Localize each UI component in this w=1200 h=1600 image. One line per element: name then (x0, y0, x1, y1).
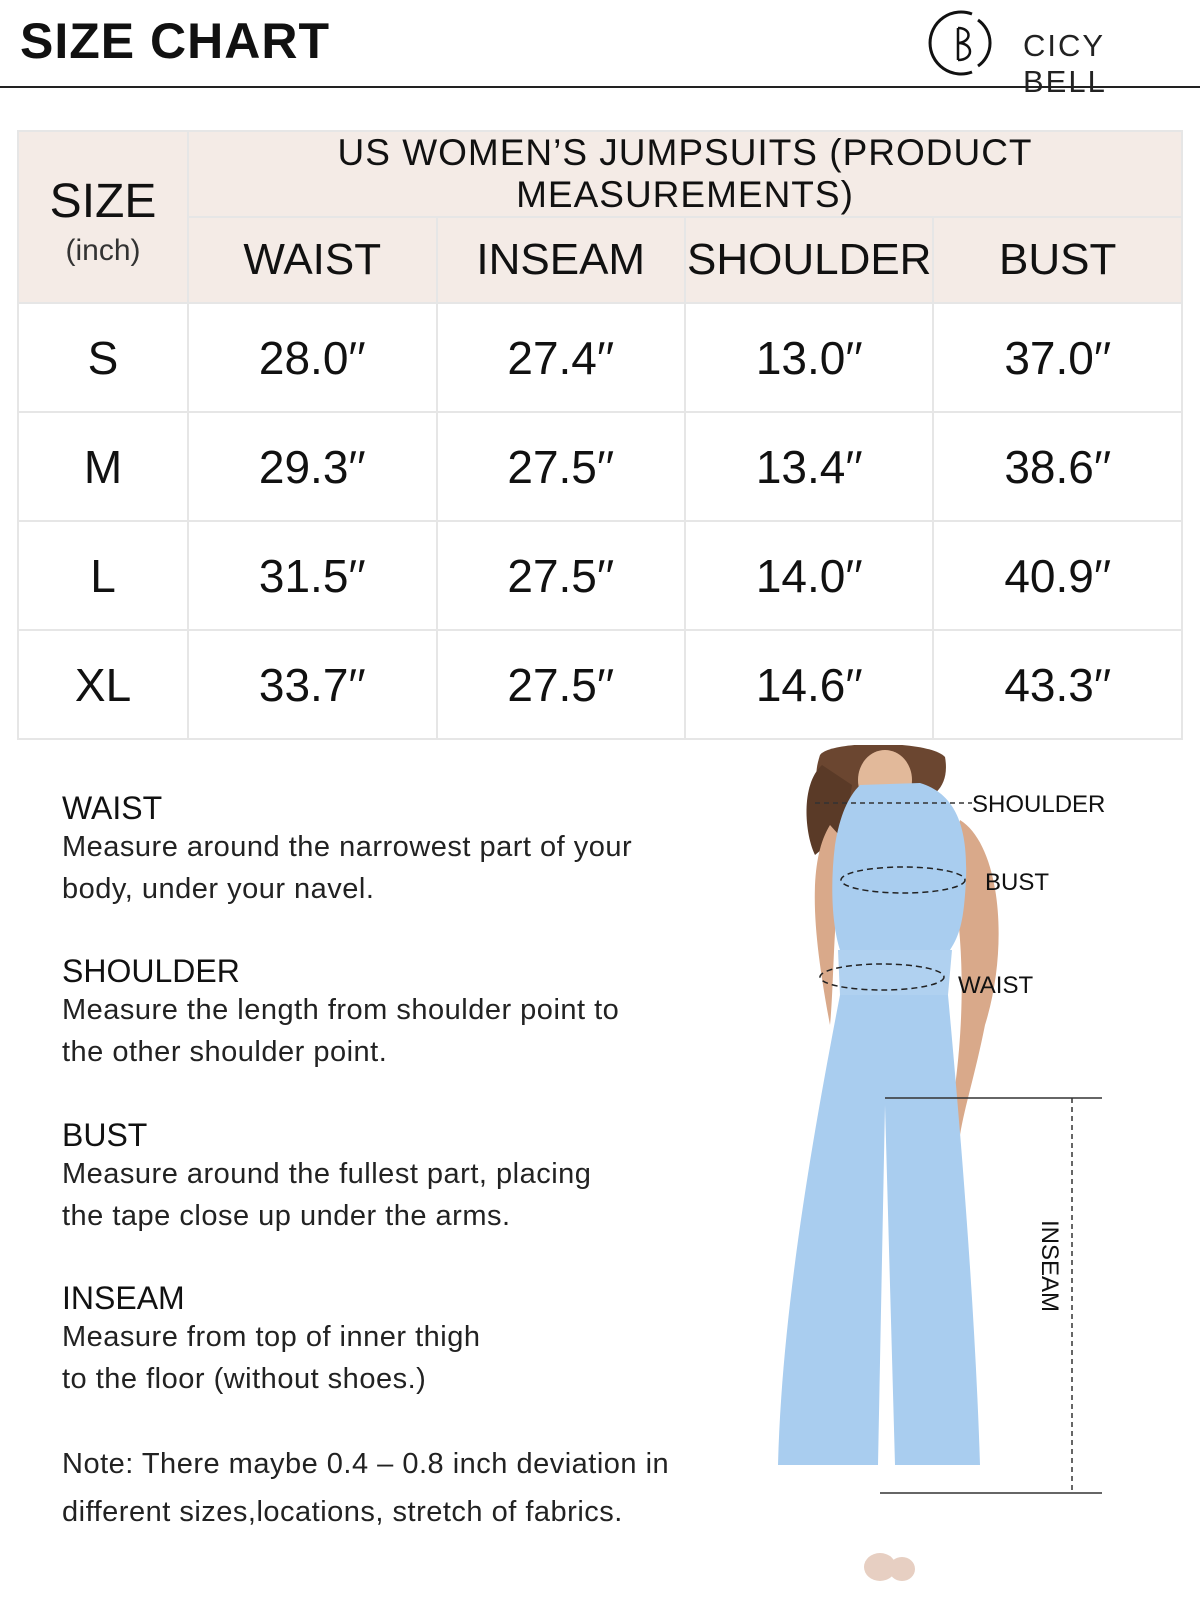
table-group-title: US WOMEN’S JUMPSUITS (PRODUCT MEASUREMENTS) (188, 131, 1182, 217)
bust-label: BUST (985, 869, 1050, 896)
table-cell: 38.6′′ (933, 412, 1182, 521)
table-cell: 27.5′′ (437, 630, 685, 739)
table-cell: 14.6′′ (685, 630, 933, 739)
table-cell: 29.3′′ (188, 412, 436, 521)
guide-text: Measure from top of inner thigh (62, 1321, 481, 1353)
model-figure (760, 745, 1200, 1600)
table-cell: 31.5′′ (188, 521, 436, 630)
cb-monogram-icon (928, 8, 998, 78)
guide-text: to the floor (without shoes.) (62, 1363, 427, 1395)
column-header-waist: WAIST (188, 217, 436, 303)
table-cell: 28.0′′ (188, 303, 436, 412)
guide-title: WAIST (62, 790, 163, 826)
table-cell: 14.0′′ (685, 521, 933, 630)
table-cell: 27.4′′ (437, 303, 685, 412)
size-cell: M (18, 412, 188, 521)
column-header-bust: BUST (933, 217, 1182, 303)
table-cell: 27.5′′ (437, 412, 685, 521)
size-column-header (18, 131, 188, 303)
guide-text: Measure around the fullest part, placing (62, 1158, 592, 1190)
guide-bust (62, 1117, 591, 1237)
table-cell: 37.0′′ (933, 303, 1182, 412)
guide-shoulder (62, 953, 619, 1073)
column-header-inseam: INSEAM (437, 217, 685, 303)
size-table (17, 130, 1183, 740)
column-header-shoulder: SHOULDER (685, 217, 933, 303)
brand (928, 8, 1188, 99)
guide-title: BUST (62, 1117, 148, 1153)
guide-title: SHOULDER (62, 953, 240, 989)
guide-title: INSEAM (62, 1280, 185, 1316)
table-cell: 43.3′′ (933, 630, 1182, 739)
guide-text: the other shoulder point. (62, 1036, 388, 1068)
shoulder-label: SHOULDER (972, 791, 1106, 818)
guide-text: the tape close up under the arms. (62, 1200, 511, 1232)
inseam-label: INSEAM (1036, 1220, 1063, 1313)
header (0, 0, 1200, 99)
table-row (18, 630, 1182, 739)
note-line: Note: There maybe 0.4 – 0.8 inch deviation in (62, 1448, 670, 1480)
table-cell: 33.7′′ (188, 630, 436, 739)
note-line: different sizes,locations, stretch of fabrics. (62, 1496, 623, 1528)
size-cell: L (18, 521, 188, 630)
guide-inseam (62, 1280, 480, 1400)
deviation-note (62, 1440, 669, 1536)
right-shoe (889, 1557, 915, 1581)
page-title: SIZE CHART (20, 13, 330, 69)
brand-name: CICY BELL (1023, 28, 1107, 99)
table-cell: 40.9′′ (933, 521, 1182, 630)
jumpsuit-trousers (778, 995, 980, 1465)
table-row (18, 412, 1182, 521)
table-cell: 13.0′′ (685, 303, 933, 412)
guide-waist (62, 790, 632, 910)
table-cell: 27.5′′ (437, 521, 685, 630)
table-row (18, 303, 1182, 412)
guide-text: body, under your navel. (62, 873, 375, 905)
guide-text: Measure around the narrowest part of your (62, 831, 633, 863)
size-unit: (inch) (65, 234, 141, 267)
table-cell: 13.4′′ (685, 412, 933, 521)
table-row (18, 521, 1182, 630)
size-label: SIZE (49, 175, 157, 228)
size-cell: S (18, 303, 188, 412)
waist-label: WAIST (958, 972, 1034, 999)
guide-text: Measure the length from shoulder point to (62, 994, 620, 1026)
size-cell: XL (18, 630, 188, 739)
